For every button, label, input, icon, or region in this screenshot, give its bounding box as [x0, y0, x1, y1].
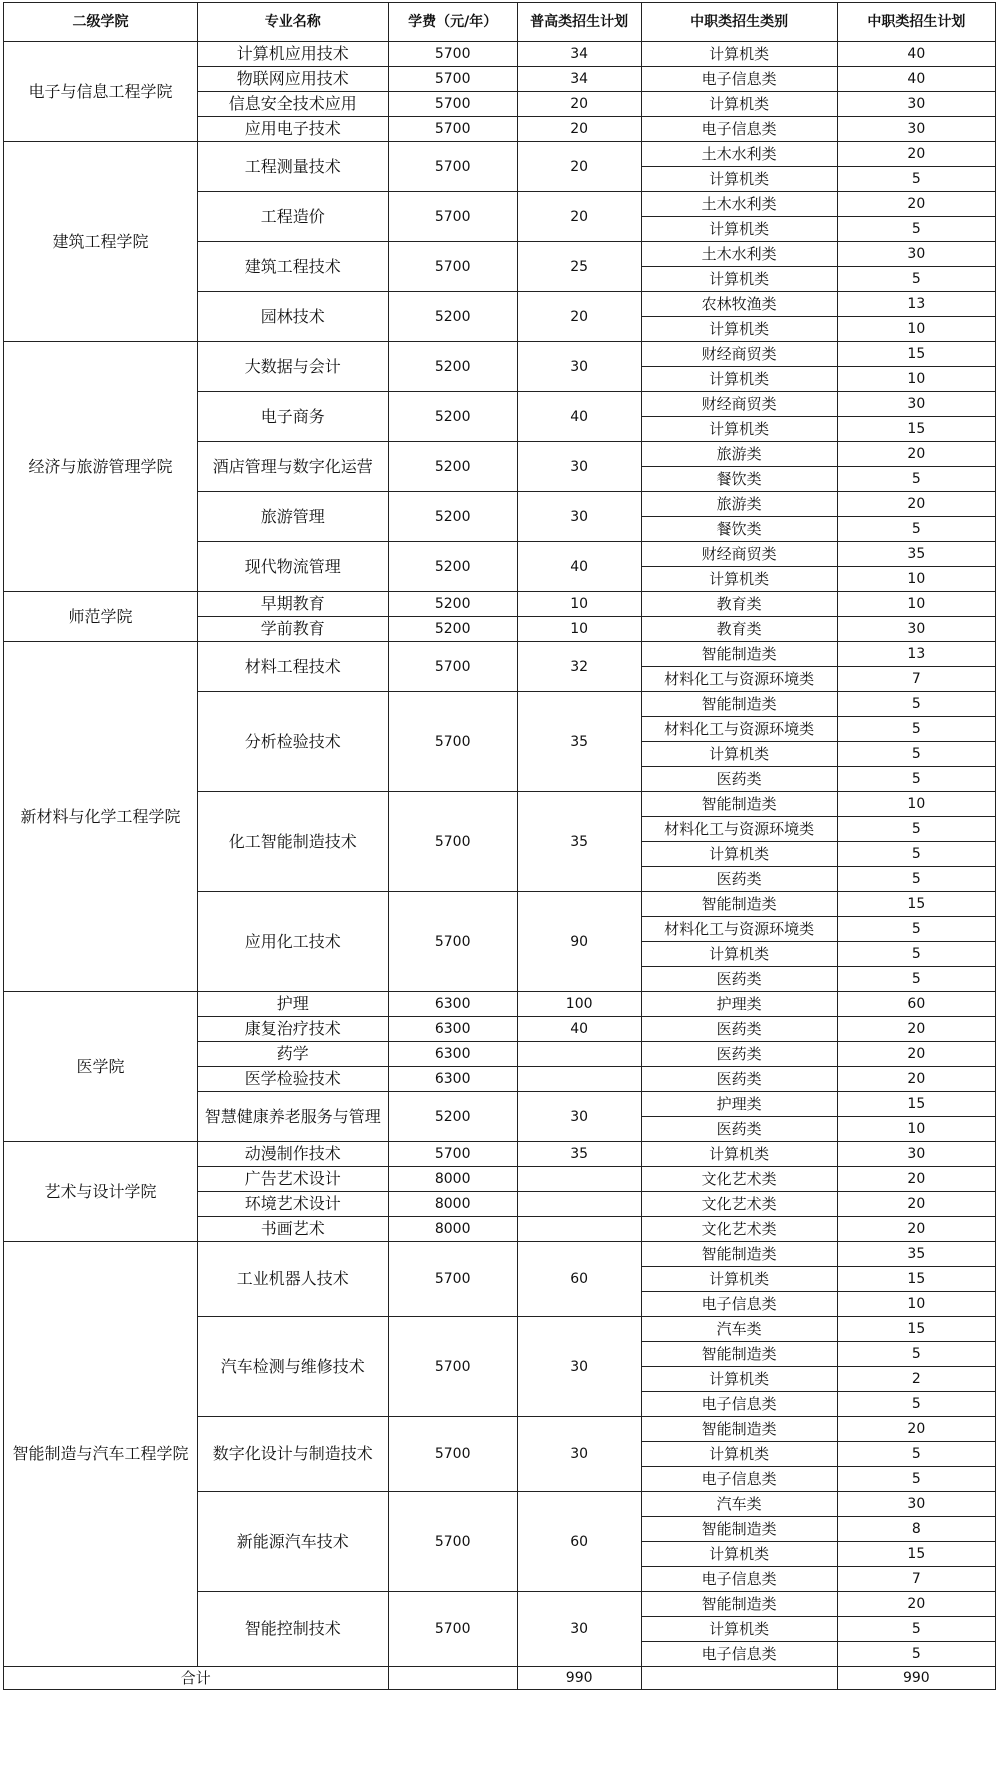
- major-name-cell: 智能控制技术: [197, 1592, 388, 1667]
- fee-cell: 5200: [388, 617, 517, 642]
- college-name-cell: 经济与旅游管理学院: [4, 342, 198, 592]
- college-name-cell: 师范学院: [4, 592, 198, 642]
- major-name-cell: 动漫制作技术: [197, 1142, 388, 1167]
- major-name-cell: 物联网应用技术: [197, 67, 388, 92]
- fee-cell: 5700: [388, 117, 517, 142]
- vocational-category-cell: 医药类: [641, 867, 837, 892]
- vocational-category-cell: 教育类: [641, 592, 837, 617]
- vocational-plan-cell: 5: [837, 467, 995, 492]
- total-label: 合计: [4, 1667, 389, 1690]
- vocational-plan-cell: 5: [837, 842, 995, 867]
- table-row: [4, 1242, 996, 1267]
- major-name-cell: 应用电子技术: [197, 117, 388, 142]
- table-row: [4, 642, 996, 667]
- vocational-plan-cell: 30: [837, 92, 995, 117]
- vocational-category-cell: 旅游类: [641, 442, 837, 467]
- major-name-cell: 建筑工程技术: [197, 242, 388, 292]
- general-plan-cell: 30: [517, 342, 641, 392]
- fee-cell: 5200: [388, 292, 517, 342]
- vocational-plan-cell: 5: [837, 1617, 995, 1642]
- vocational-plan-cell: 20: [837, 1192, 995, 1217]
- vocational-plan-cell: 5: [837, 1467, 995, 1492]
- general-plan-cell: 90: [517, 892, 641, 992]
- total-fee-empty: [388, 1667, 517, 1690]
- general-plan-cell: 10: [517, 592, 641, 617]
- vocational-plan-cell: 10: [837, 592, 995, 617]
- vocational-plan-cell: 15: [837, 1267, 995, 1292]
- vocational-category-cell: 土木水利类: [641, 192, 837, 217]
- header-college: 二级学院: [4, 3, 198, 42]
- vocational-plan-cell: 20: [837, 1017, 995, 1042]
- general-plan-cell: 35: [517, 1142, 641, 1167]
- college-name-cell: 医学院: [4, 992, 198, 1142]
- vocational-plan-cell: 5: [837, 167, 995, 192]
- vocational-category-cell: 智能制造类: [641, 1592, 837, 1617]
- vocational-plan-cell: 15: [837, 1542, 995, 1567]
- fee-cell: 5700: [388, 642, 517, 692]
- major-name-cell: 信息安全技术应用: [197, 92, 388, 117]
- vocational-plan-cell: 5: [837, 917, 995, 942]
- general-plan-cell: 30: [517, 1092, 641, 1142]
- table-row: [4, 342, 996, 367]
- vocational-category-cell: 计算机类: [641, 1367, 837, 1392]
- vocational-plan-cell: 30: [837, 1492, 995, 1517]
- fee-cell: 5700: [388, 142, 517, 192]
- total-row: [4, 1667, 996, 1690]
- vocational-category-cell: 计算机类: [641, 417, 837, 442]
- general-plan-cell: 20: [517, 292, 641, 342]
- major-name-cell: 康复治疗技术: [197, 1017, 388, 1042]
- fee-cell: 8000: [388, 1167, 517, 1192]
- major-name-cell: 电子商务: [197, 392, 388, 442]
- general-plan-cell: 34: [517, 67, 641, 92]
- vocational-plan-cell: 7: [837, 667, 995, 692]
- major-name-cell: 药学: [197, 1042, 388, 1067]
- vocational-category-cell: 智能制造类: [641, 1517, 837, 1542]
- vocational-plan-cell: 7: [837, 1567, 995, 1592]
- vocational-category-cell: 医药类: [641, 1042, 837, 1067]
- vocational-plan-cell: 5: [837, 1642, 995, 1667]
- major-name-cell: 新能源汽车技术: [197, 1492, 388, 1592]
- college-name-cell: 电子与信息工程学院: [4, 42, 198, 142]
- major-name-cell: 计算机应用技术: [197, 42, 388, 67]
- vocational-plan-cell: 35: [837, 1242, 995, 1267]
- vocational-plan-cell: 5: [837, 217, 995, 242]
- general-plan-cell: 30: [517, 1417, 641, 1492]
- vocational-plan-cell: 5: [837, 267, 995, 292]
- vocational-category-cell: 材料化工与资源环境类: [641, 917, 837, 942]
- vocational-category-cell: 材料化工与资源环境类: [641, 717, 837, 742]
- general-plan-cell: [517, 1067, 641, 1092]
- vocational-category-cell: 智能制造类: [641, 692, 837, 717]
- vocational-category-cell: 计算机类: [641, 167, 837, 192]
- vocational-category-cell: 医药类: [641, 1117, 837, 1142]
- vocational-plan-cell: 5: [837, 1392, 995, 1417]
- vocational-plan-cell: 60: [837, 992, 995, 1017]
- vocational-category-cell: 文化艺术类: [641, 1167, 837, 1192]
- table-row: [4, 992, 996, 1017]
- vocational-plan-cell: 20: [837, 1417, 995, 1442]
- vocational-category-cell: 计算机类: [641, 367, 837, 392]
- vocational-category-cell: 餐饮类: [641, 467, 837, 492]
- major-name-cell: 智慧健康养老服务与管理: [197, 1092, 388, 1142]
- vocational-plan-cell: 20: [837, 492, 995, 517]
- table-row: [4, 42, 996, 67]
- vocational-plan-cell: 20: [837, 1592, 995, 1617]
- major-name-cell: 广告艺术设计: [197, 1167, 388, 1192]
- vocational-plan-cell: 10: [837, 792, 995, 817]
- fee-cell: 6300: [388, 992, 517, 1017]
- general-plan-cell: 20: [517, 117, 641, 142]
- vocational-plan-cell: 8: [837, 1517, 995, 1542]
- fee-cell: 5700: [388, 1317, 517, 1417]
- table-row: [4, 1142, 996, 1167]
- vocational-category-cell: 计算机类: [641, 942, 837, 967]
- enrollment-table: [3, 2, 996, 1690]
- vocational-plan-cell: 10: [837, 367, 995, 392]
- vocational-category-cell: 智能制造类: [641, 1242, 837, 1267]
- vocational-plan-cell: 5: [837, 742, 995, 767]
- vocational-category-cell: 汽车类: [641, 1317, 837, 1342]
- fee-cell: 5700: [388, 67, 517, 92]
- vocational-category-cell: 智能制造类: [641, 1417, 837, 1442]
- vocational-category-cell: 计算机类: [641, 267, 837, 292]
- major-name-cell: 工程造价: [197, 192, 388, 242]
- vocational-category-cell: 计算机类: [641, 42, 837, 67]
- vocational-category-cell: 财经商贸类: [641, 342, 837, 367]
- table-body: [4, 42, 996, 1690]
- general-plan-cell: 30: [517, 442, 641, 492]
- vocational-plan-cell: 10: [837, 567, 995, 592]
- major-name-cell: 大数据与会计: [197, 342, 388, 392]
- vocational-category-cell: 旅游类: [641, 492, 837, 517]
- general-plan-cell: 40: [517, 1017, 641, 1042]
- vocational-category-cell: 教育类: [641, 617, 837, 642]
- vocational-plan-cell: 35: [837, 542, 995, 567]
- general-plan-cell: 100: [517, 992, 641, 1017]
- major-name-cell: 应用化工技术: [197, 892, 388, 992]
- vocational-category-cell: 护理类: [641, 992, 837, 1017]
- vocational-category-cell: 财经商贸类: [641, 542, 837, 567]
- major-name-cell: 酒店管理与数字化运营: [197, 442, 388, 492]
- vocational-category-cell: 计算机类: [641, 92, 837, 117]
- vocational-plan-cell: 20: [837, 442, 995, 467]
- vocational-category-cell: 智能制造类: [641, 642, 837, 667]
- fee-cell: 5700: [388, 1417, 517, 1492]
- fee-cell: 5700: [388, 792, 517, 892]
- fee-cell: 8000: [388, 1217, 517, 1242]
- vocational-plan-cell: 20: [837, 1042, 995, 1067]
- fee-cell: 6300: [388, 1017, 517, 1042]
- vocational-plan-cell: 20: [837, 1217, 995, 1242]
- vocational-category-cell: 土木水利类: [641, 142, 837, 167]
- vocational-category-cell: 医药类: [641, 1017, 837, 1042]
- vocational-plan-cell: 15: [837, 1092, 995, 1117]
- major-name-cell: 早期教育: [197, 592, 388, 617]
- vocational-plan-cell: 5: [837, 517, 995, 542]
- fee-cell: 5200: [388, 442, 517, 492]
- fee-cell: 5200: [388, 342, 517, 392]
- vocational-category-cell: 计算机类: [641, 217, 837, 242]
- vocational-category-cell: 电子信息类: [641, 1642, 837, 1667]
- vocational-category-cell: 智能制造类: [641, 1342, 837, 1367]
- general-plan-cell: [517, 1167, 641, 1192]
- vocational-category-cell: 农林牧渔类: [641, 292, 837, 317]
- general-plan-cell: 30: [517, 1317, 641, 1417]
- general-plan-cell: [517, 1042, 641, 1067]
- fee-cell: 8000: [388, 1192, 517, 1217]
- vocational-category-cell: 计算机类: [641, 1442, 837, 1467]
- fee-cell: 5700: [388, 1492, 517, 1592]
- college-name-cell: 建筑工程学院: [4, 142, 198, 342]
- vocational-category-cell: 医药类: [641, 767, 837, 792]
- vocational-category-cell: 智能制造类: [641, 792, 837, 817]
- general-plan-cell: 20: [517, 92, 641, 117]
- vocational-plan-cell: 15: [837, 342, 995, 367]
- fee-cell: 5700: [388, 892, 517, 992]
- table-row: [4, 142, 996, 167]
- major-name-cell: 园林技术: [197, 292, 388, 342]
- vocational-plan-cell: 5: [837, 817, 995, 842]
- header-vocational-category: 中职类招生类别: [641, 3, 837, 42]
- vocational-plan-cell: 5: [837, 967, 995, 992]
- vocational-plan-cell: 30: [837, 392, 995, 417]
- header-major: 专业名称: [197, 3, 388, 42]
- college-name-cell: 新材料与化学工程学院: [4, 642, 198, 992]
- vocational-plan-cell: 13: [837, 292, 995, 317]
- vocational-plan-cell: 15: [837, 417, 995, 442]
- total-vocational-plan: 990: [837, 1667, 995, 1690]
- vocational-plan-cell: 20: [837, 142, 995, 167]
- general-plan-cell: 40: [517, 542, 641, 592]
- fee-cell: 5700: [388, 1142, 517, 1167]
- major-name-cell: 工程测量技术: [197, 142, 388, 192]
- general-plan-cell: 30: [517, 1592, 641, 1667]
- vocational-category-cell: 土木水利类: [641, 242, 837, 267]
- fee-cell: 5200: [388, 592, 517, 617]
- vocational-plan-cell: 5: [837, 767, 995, 792]
- vocational-category-cell: 医药类: [641, 1067, 837, 1092]
- vocational-plan-cell: 10: [837, 317, 995, 342]
- header-fee: 学费（元/年）: [388, 3, 517, 42]
- vocational-category-cell: 计算机类: [641, 1617, 837, 1642]
- vocational-plan-cell: 40: [837, 42, 995, 67]
- vocational-category-cell: 计算机类: [641, 742, 837, 767]
- header-general-plan: 普高类招生计划: [517, 3, 641, 42]
- general-plan-cell: 34: [517, 42, 641, 67]
- fee-cell: 5200: [388, 492, 517, 542]
- general-plan-cell: 20: [517, 192, 641, 242]
- fee-cell: 5700: [388, 42, 517, 67]
- fee-cell: 5200: [388, 1092, 517, 1142]
- general-plan-cell: [517, 1192, 641, 1217]
- vocational-plan-cell: 5: [837, 1342, 995, 1367]
- vocational-category-cell: 计算机类: [641, 1542, 837, 1567]
- fee-cell: 5700: [388, 692, 517, 792]
- vocational-category-cell: 护理类: [641, 1092, 837, 1117]
- vocational-plan-cell: 40: [837, 67, 995, 92]
- header-row: [4, 3, 996, 42]
- vocational-plan-cell: 15: [837, 1317, 995, 1342]
- major-name-cell: 化工智能制造技术: [197, 792, 388, 892]
- vocational-category-cell: 计算机类: [641, 317, 837, 342]
- vocational-plan-cell: 20: [837, 1167, 995, 1192]
- fee-cell: 5700: [388, 1592, 517, 1667]
- general-plan-cell: 35: [517, 792, 641, 892]
- vocational-category-cell: 餐饮类: [641, 517, 837, 542]
- major-name-cell: 书画艺术: [197, 1217, 388, 1242]
- vocational-plan-cell: 20: [837, 1067, 995, 1092]
- major-name-cell: 护理: [197, 992, 388, 1017]
- fee-cell: 5200: [388, 542, 517, 592]
- vocational-category-cell: 电子信息类: [641, 1392, 837, 1417]
- major-name-cell: 医学检验技术: [197, 1067, 388, 1092]
- vocational-plan-cell: 30: [837, 117, 995, 142]
- major-name-cell: 数字化设计与制造技术: [197, 1417, 388, 1492]
- fee-cell: 6300: [388, 1067, 517, 1092]
- general-plan-cell: 20: [517, 142, 641, 192]
- total-general-plan: 990: [517, 1667, 641, 1690]
- general-plan-cell: 40: [517, 392, 641, 442]
- major-name-cell: 分析检验技术: [197, 692, 388, 792]
- fee-cell: 5200: [388, 392, 517, 442]
- vocational-category-cell: 智能制造类: [641, 892, 837, 917]
- vocational-plan-cell: 5: [837, 942, 995, 967]
- vocational-category-cell: 电子信息类: [641, 1292, 837, 1317]
- college-name-cell: 艺术与设计学院: [4, 1142, 198, 1242]
- general-plan-cell: 60: [517, 1492, 641, 1592]
- major-name-cell: 现代物流管理: [197, 542, 388, 592]
- vocational-plan-cell: 30: [837, 242, 995, 267]
- vocational-category-cell: 电子信息类: [641, 1567, 837, 1592]
- general-plan-cell: 35: [517, 692, 641, 792]
- table-row: [4, 592, 996, 617]
- vocational-plan-cell: 10: [837, 1117, 995, 1142]
- vocational-plan-cell: 5: [837, 1442, 995, 1467]
- fee-cell: 5700: [388, 192, 517, 242]
- vocational-category-cell: 医药类: [641, 967, 837, 992]
- vocational-plan-cell: 30: [837, 1142, 995, 1167]
- vocational-category-cell: 电子信息类: [641, 1467, 837, 1492]
- general-plan-cell: 30: [517, 492, 641, 542]
- vocational-category-cell: 文化艺术类: [641, 1192, 837, 1217]
- vocational-category-cell: 财经商贸类: [641, 392, 837, 417]
- vocational-category-cell: 计算机类: [641, 1142, 837, 1167]
- vocational-plan-cell: 5: [837, 692, 995, 717]
- vocational-category-cell: 文化艺术类: [641, 1217, 837, 1242]
- vocational-plan-cell: 20: [837, 192, 995, 217]
- vocational-category-cell: 电子信息类: [641, 67, 837, 92]
- vocational-plan-cell: 5: [837, 867, 995, 892]
- vocational-category-cell: 计算机类: [641, 1267, 837, 1292]
- major-name-cell: 材料工程技术: [197, 642, 388, 692]
- general-plan-cell: 32: [517, 642, 641, 692]
- vocational-plan-cell: 15: [837, 892, 995, 917]
- general-plan-cell: [517, 1217, 641, 1242]
- general-plan-cell: 25: [517, 242, 641, 292]
- general-plan-cell: 60: [517, 1242, 641, 1317]
- vocational-category-cell: 计算机类: [641, 567, 837, 592]
- vocational-plan-cell: 13: [837, 642, 995, 667]
- fee-cell: 6300: [388, 1042, 517, 1067]
- total-category-empty: [641, 1667, 837, 1690]
- general-plan-cell: 10: [517, 617, 641, 642]
- vocational-plan-cell: 5: [837, 717, 995, 742]
- fee-cell: 5700: [388, 1242, 517, 1317]
- vocational-category-cell: 材料化工与资源环境类: [641, 817, 837, 842]
- major-name-cell: 环境艺术设计: [197, 1192, 388, 1217]
- vocational-category-cell: 汽车类: [641, 1492, 837, 1517]
- major-name-cell: 汽车检测与维修技术: [197, 1317, 388, 1417]
- major-name-cell: 工业机器人技术: [197, 1242, 388, 1317]
- vocational-category-cell: 电子信息类: [641, 117, 837, 142]
- vocational-plan-cell: 30: [837, 617, 995, 642]
- college-name-cell: 智能制造与汽车工程学院: [4, 1242, 198, 1667]
- fee-cell: 5700: [388, 242, 517, 292]
- vocational-category-cell: 计算机类: [641, 842, 837, 867]
- vocational-category-cell: 材料化工与资源环境类: [641, 667, 837, 692]
- vocational-plan-cell: 10: [837, 1292, 995, 1317]
- fee-cell: 5700: [388, 92, 517, 117]
- header-vocational-plan: 中职类招生计划: [837, 3, 995, 42]
- major-name-cell: 旅游管理: [197, 492, 388, 542]
- vocational-plan-cell: 2: [837, 1367, 995, 1392]
- major-name-cell: 学前教育: [197, 617, 388, 642]
